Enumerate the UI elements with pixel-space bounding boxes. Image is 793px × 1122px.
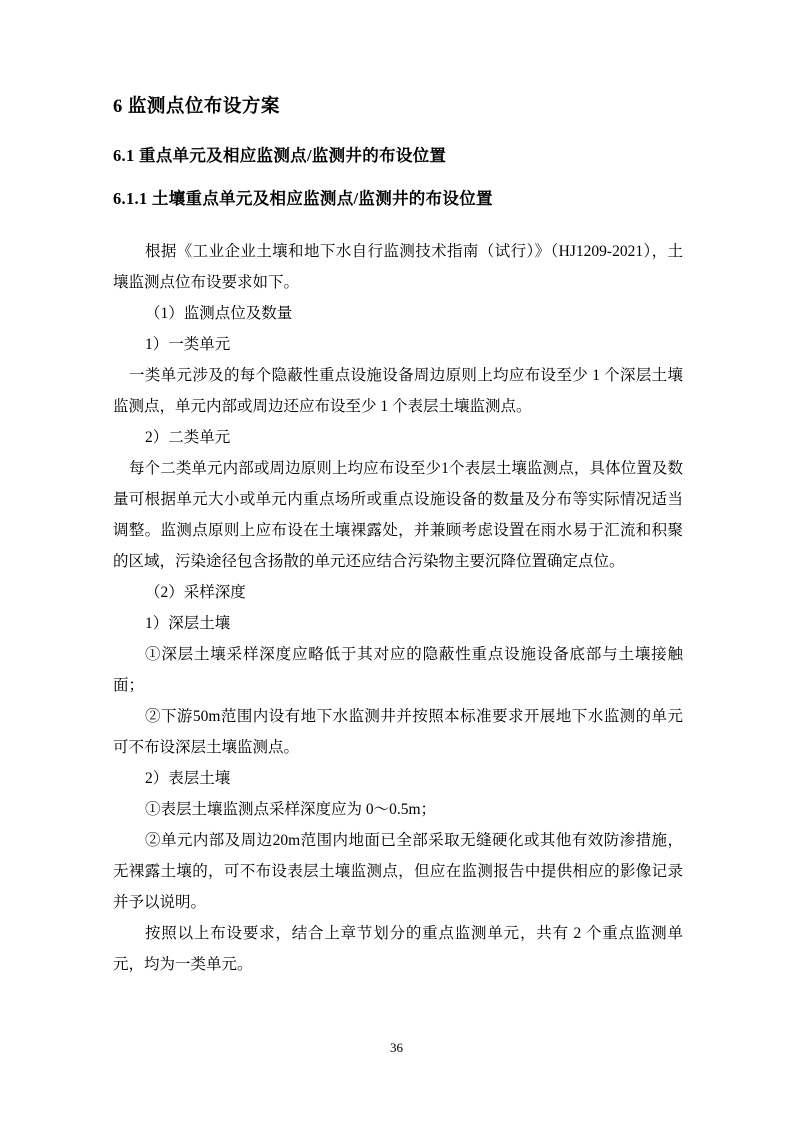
section-heading-6-1-1: 6.1.1 土壤重点单元及相应监测点/监测井的布设位置 [113,189,493,209]
paragraph-class-two-unit: 每个二类单元内部或周边原则上均应布设至少1个表层土壤监测点，具体位置及数量可根据单元大小或单元内重点场所或重点设施设备的数量及分布等实际情况适当调整。监测点原则上应布设在土壤裸露处，并兼顾考虑设置在雨水易于汇流和积聚的区域，污染途径包含扬散的单元还应结合污染物主要沉降位置确定点位。 [113,459,683,570]
paragraph-item-1-1: 1）一类单元 [145,335,231,353]
paragraph-item-2: （2）采样深度 [145,583,246,601]
paragraph-conclusion: 按照以上布设要求，结合上章节划分的重点监测单元，共有 2 个重点监测单元，均为一类单元。 [113,924,683,973]
paragraph-deep-soil-a: ①深层土壤采样深度应略低于其对应的隐蔽性重点设施设备底部与土壤接触面； [113,645,683,694]
section-heading-6-1: 6.1 重点单元及相应监测点/监测井的布设位置 [113,146,447,166]
paragraph-basis: 根据《工业企业土壤和地下水自行监测技术指南（试行）》（HJ1209-2021），土壤监测点位布设要求如下。 [113,242,683,291]
paragraph-class-one-unit: 一类单元涉及的每个隐蔽性重点设施设备周边原则上均应布设至少 1 个深层土壤监测点，单元内部或周边还应布设至少 1 个表层土壤监测点。 [113,366,683,415]
paragraph-surface-soil-a: ①表层土壤监测点采样深度应为 0～0.5m； [145,800,437,818]
paragraph-item-2-1: 1）深层土壤 [145,614,231,632]
section-heading-6: 6 监测点位布设方案 [113,97,280,117]
paragraph-item-1-2: 2）二类单元 [145,428,231,446]
paragraph-deep-soil-b: ②下游50m范围内设有地下水监测井并按照本标准要求开展地下水监测的单元可不布设深层土壤监测点。 [113,707,683,756]
paragraph-surface-soil-b: ②单元内部及周边20m范围内地面已全部采取无缝硬化或其他有效防渗措施，无裸露土壤的，可不布设表层土壤监测点，但应在监测报告中提供相应的影像记录并予以说明。 [113,831,683,911]
paragraph-item-1: （1）监测点位及数量 [145,304,293,322]
page-content [113,95,683,980]
page-number: 36 [390,1040,403,1055]
paragraph-item-2-2: 2）表层土壤 [145,769,231,787]
